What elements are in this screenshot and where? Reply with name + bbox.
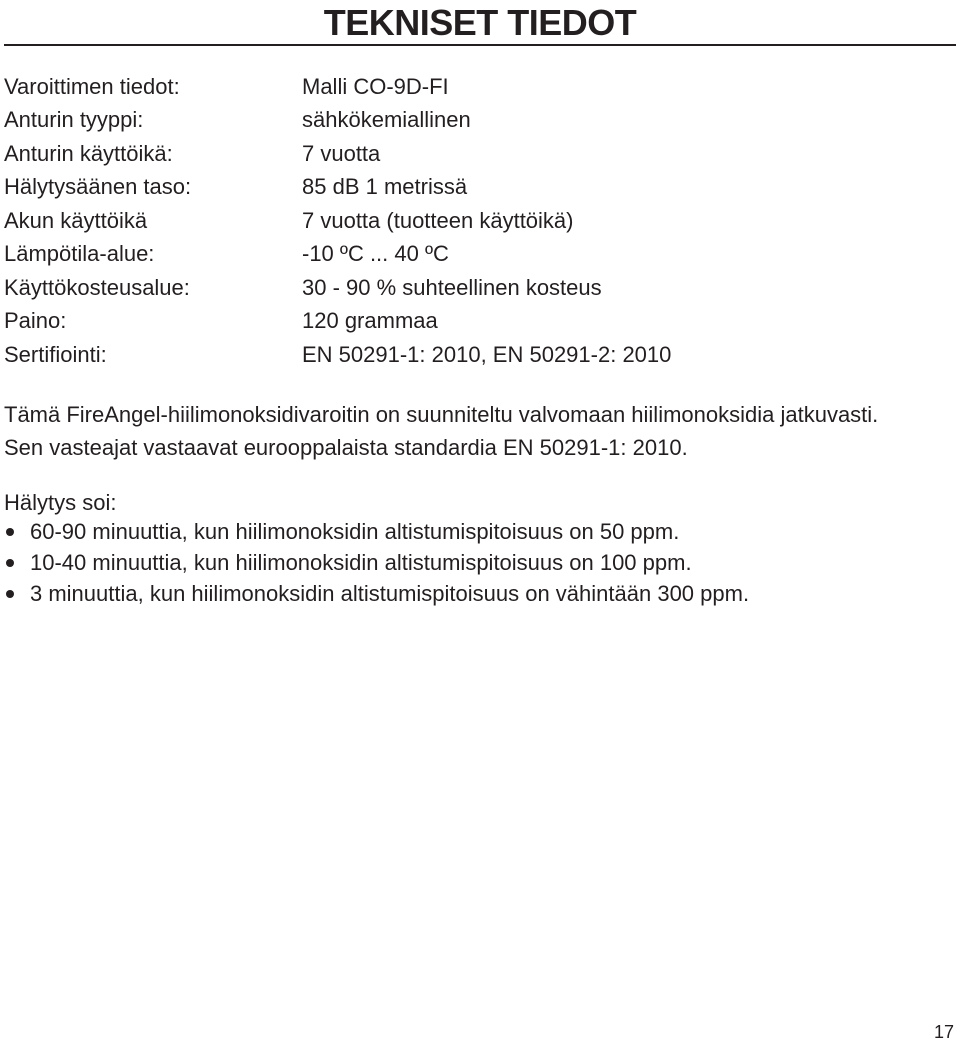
spec-label: Käyttökosteusalue:: [4, 274, 190, 300]
list-item: [4, 516, 949, 547]
alarm-heading: Hälytys soi:: [4, 490, 117, 515]
list-item-text: 3 minuuttia, kun hiilimonoksidin altistumispitoisuus on vähintään 300 ppm.: [30, 581, 750, 606]
spec-label: Akun käyttöikä: [4, 207, 148, 233]
spec-value: EN 50291-1: 2010, EN 50291-2: 2010: [302, 341, 672, 367]
spec-label: Varoittimen tiedot:: [4, 73, 180, 99]
spec-value: Malli CO-9D-FI: [302, 73, 449, 99]
bullet-icon: [6, 590, 14, 598]
spec-row: [4, 137, 944, 171]
bullet-icon: [6, 559, 14, 567]
title-divider: [4, 44, 956, 46]
page-number: 17: [933, 1022, 954, 1042]
spec-label: Paino:: [4, 308, 67, 334]
spec-row: [4, 104, 944, 138]
spec-label: Hälytysäänen taso:: [4, 174, 192, 200]
page-title: TEKNISET TIEDOT: [323, 2, 637, 43]
spec-label: Sertifiointi:: [4, 341, 107, 367]
spec-row: [4, 238, 944, 272]
spec-row: [4, 305, 944, 339]
spec-label: Lämpötila-alue:: [4, 241, 155, 267]
list-item-text: 10-40 minuuttia, kun hiilimonoksidin altistumispitoisuus on 100 ppm.: [30, 550, 692, 575]
alarm-list: [4, 516, 949, 609]
spec-value: 30 - 90 % suhteellinen kosteus: [302, 274, 602, 300]
intro-line: Sen vasteajat vastaavat eurooppalaista standardia EN 50291-1: 2010.: [4, 435, 688, 460]
list-item: [4, 578, 949, 609]
spec-row: [4, 204, 944, 238]
spec-value: 85 dB 1 metrissä: [302, 174, 468, 200]
bullet-icon: [6, 528, 14, 536]
list-item: [4, 547, 949, 578]
spec-value: 7 vuotta: [302, 140, 381, 166]
spec-row: [4, 70, 944, 104]
spec-value: sähkökemiallinen: [302, 107, 471, 133]
spec-table: [4, 70, 944, 372]
spec-row: [4, 171, 944, 205]
spec-value: 120 grammaa: [302, 308, 438, 334]
spec-row: [4, 338, 944, 372]
spec-label: Anturin tyyppi:: [4, 107, 144, 133]
intro-line: Tämä FireAngel-hiilimonoksidivaroitin on suunniteltu valvomaan hiilimonoksidia jatkuvasti.: [4, 402, 879, 427]
list-item-text: 60-90 minuuttia, kun hiilimonoksidin altistumispitoisuus on 50 ppm.: [30, 519, 680, 544]
spec-value: 7 vuotta (tuotteen käyttöikä): [302, 207, 574, 233]
spec-value: -10 ºC ... 40 ºC: [302, 241, 449, 267]
intro-paragraph: [4, 398, 949, 464]
spec-row: [4, 271, 944, 305]
spec-label: Anturin käyttöikä:: [4, 140, 173, 166]
